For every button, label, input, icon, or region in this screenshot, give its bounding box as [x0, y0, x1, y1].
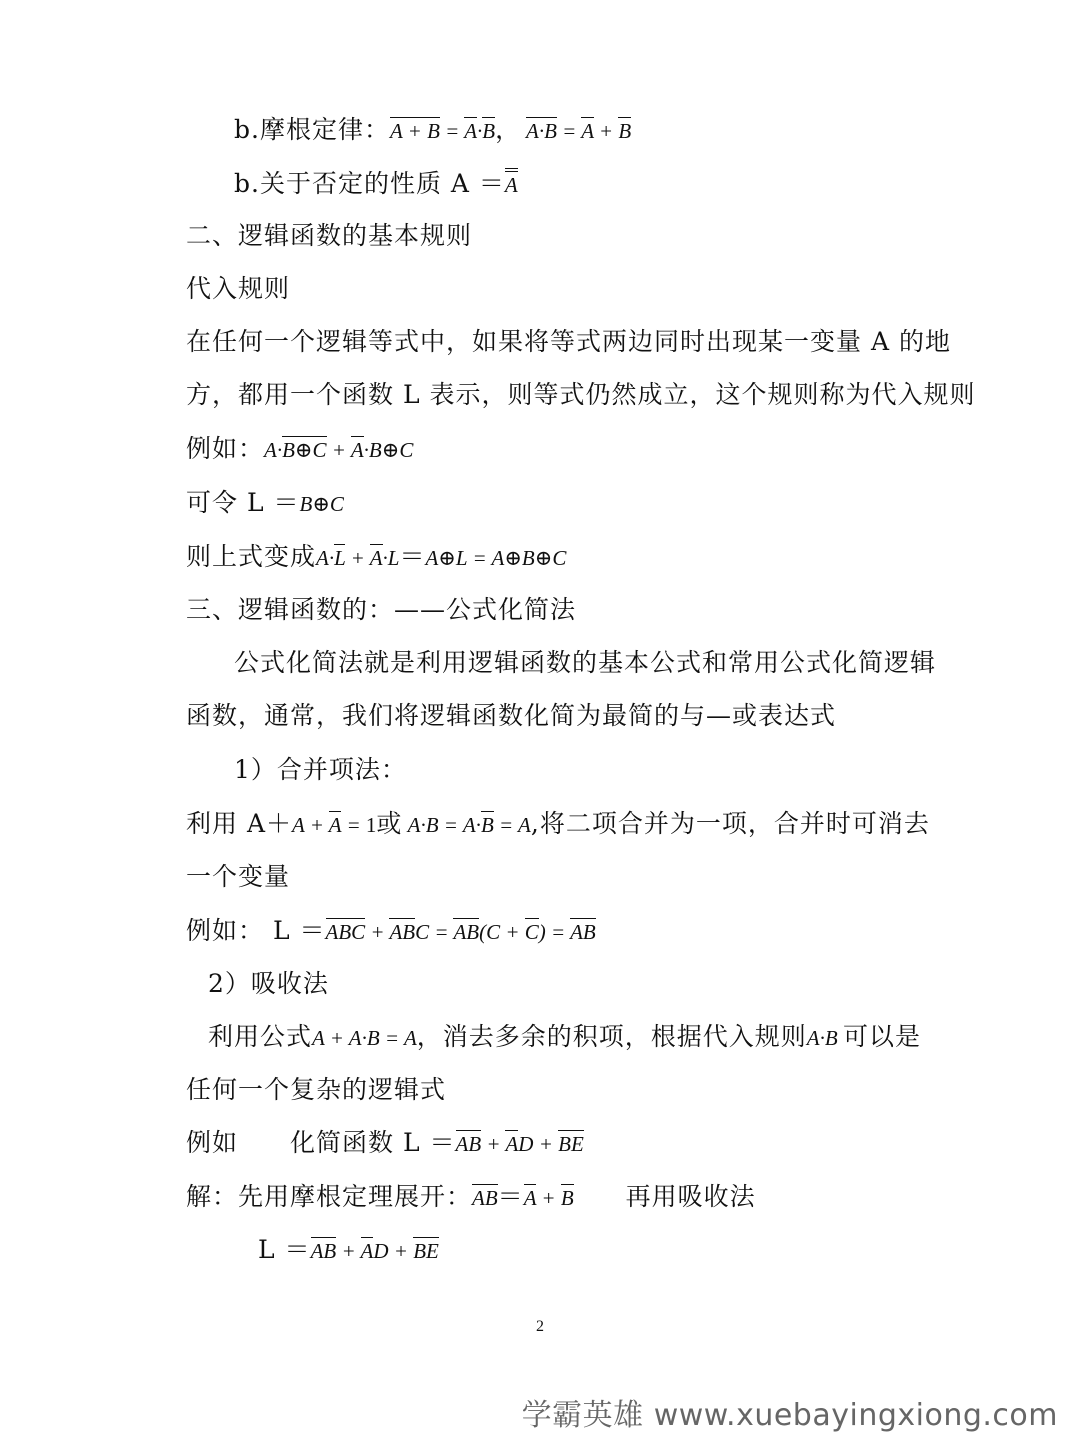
absorption-example-line: 例如 化简函数 L ＝AB + AD + BE: [186, 1128, 584, 1157]
merge-example-line: 例如： L ＝ABC + ABC = AB(C + C) = AB: [186, 916, 596, 945]
solution-formula-lhs: AB: [472, 1186, 498, 1210]
merge-formula-2: A·B = A·B = A: [402, 813, 531, 837]
demorgan-formula-1: A + B = A·B: [389, 119, 496, 143]
absorption-method-heading: 2）吸收法: [208, 969, 329, 998]
negation-property-line: b.关于否定的性质 A ＝A: [234, 169, 518, 198]
absorption-example-formula: AB + AD + BE: [455, 1132, 584, 1156]
substitution-rule-heading: 代入规则: [186, 274, 291, 303]
merge-example-formula: ABC + ABC = AB(C + C) = AB: [325, 920, 596, 944]
let-l-line: 可令 L ＝B⊕C: [186, 488, 344, 517]
transformed-line: 则上式变成A·L + A·L＝A⊕L = A⊕B⊕C: [186, 542, 567, 571]
solution-line: 解：先用摩根定理展开：AB＝A + B 再用吸收法: [186, 1182, 756, 1211]
merge-method-heading: 1）合并项法：: [234, 755, 407, 784]
paragraph-line: 任何一个复杂的逻辑式: [186, 1075, 447, 1104]
paragraph-line: 一个变量: [186, 862, 291, 891]
site-watermark: 学霸英雄 www.xuebayingxiong.com: [521, 1398, 1058, 1433]
result-line: L ＝AB + AD + BE: [258, 1235, 439, 1264]
page-number: 2: [536, 1318, 544, 1335]
merge-formula-1: A + A = 1: [292, 813, 377, 837]
example-line: 例如：A·B⊕C + A·B⊕C: [186, 434, 414, 463]
transformed-formula-lhs: A·L + A·L: [316, 546, 400, 570]
transformed-formula-rhs: A⊕L = A⊕B⊕C: [425, 546, 567, 570]
demorgan-formula-2: A·B = A + B: [526, 119, 632, 143]
absorption-formula: A + A·B = A: [312, 1026, 417, 1050]
merge-method-line: 利用 A＋A + A = 1或 A·B = A·B = A,将二项合并为一项，合并时可消去: [186, 809, 930, 838]
let-l-formula: B⊕C: [299, 492, 344, 516]
absorption-term: A·B: [806, 1026, 843, 1050]
example-formula: A·B⊕C + A·B⊕C: [264, 438, 414, 462]
demorgan-line: b.摩根定律：A + B = A·B， A·B = A + B: [234, 115, 632, 144]
paragraph-line: 在任何一个逻辑等式中，如果将等式两边同时出现某一变量 A 的地: [186, 327, 951, 356]
solution-formula-rhs: A + B: [523, 1186, 574, 1210]
paragraph-line: 公式化简法就是利用逻辑函数的基本公式和常用公式化简逻辑: [234, 648, 937, 677]
double-negation-formula: A: [505, 168, 518, 197]
absorption-method-line: 利用公式A + A·B = A，消去多余的积项，根据代入规则A·B 可以是: [208, 1022, 921, 1051]
section-heading-2: 二、逻辑函数的基本规则: [186, 221, 473, 250]
paragraph-line: 函数，通常，我们将逻辑函数化简为最简的与—或表达式: [186, 701, 837, 730]
paragraph-line: 方，都用一个函数 L 表示，则等式仍然成立，这个规则称为代入规则: [186, 380, 976, 409]
section-heading-3: 三、逻辑函数的：——公式化简法: [186, 595, 577, 624]
result-formula: AB + AD + BE: [310, 1239, 439, 1263]
